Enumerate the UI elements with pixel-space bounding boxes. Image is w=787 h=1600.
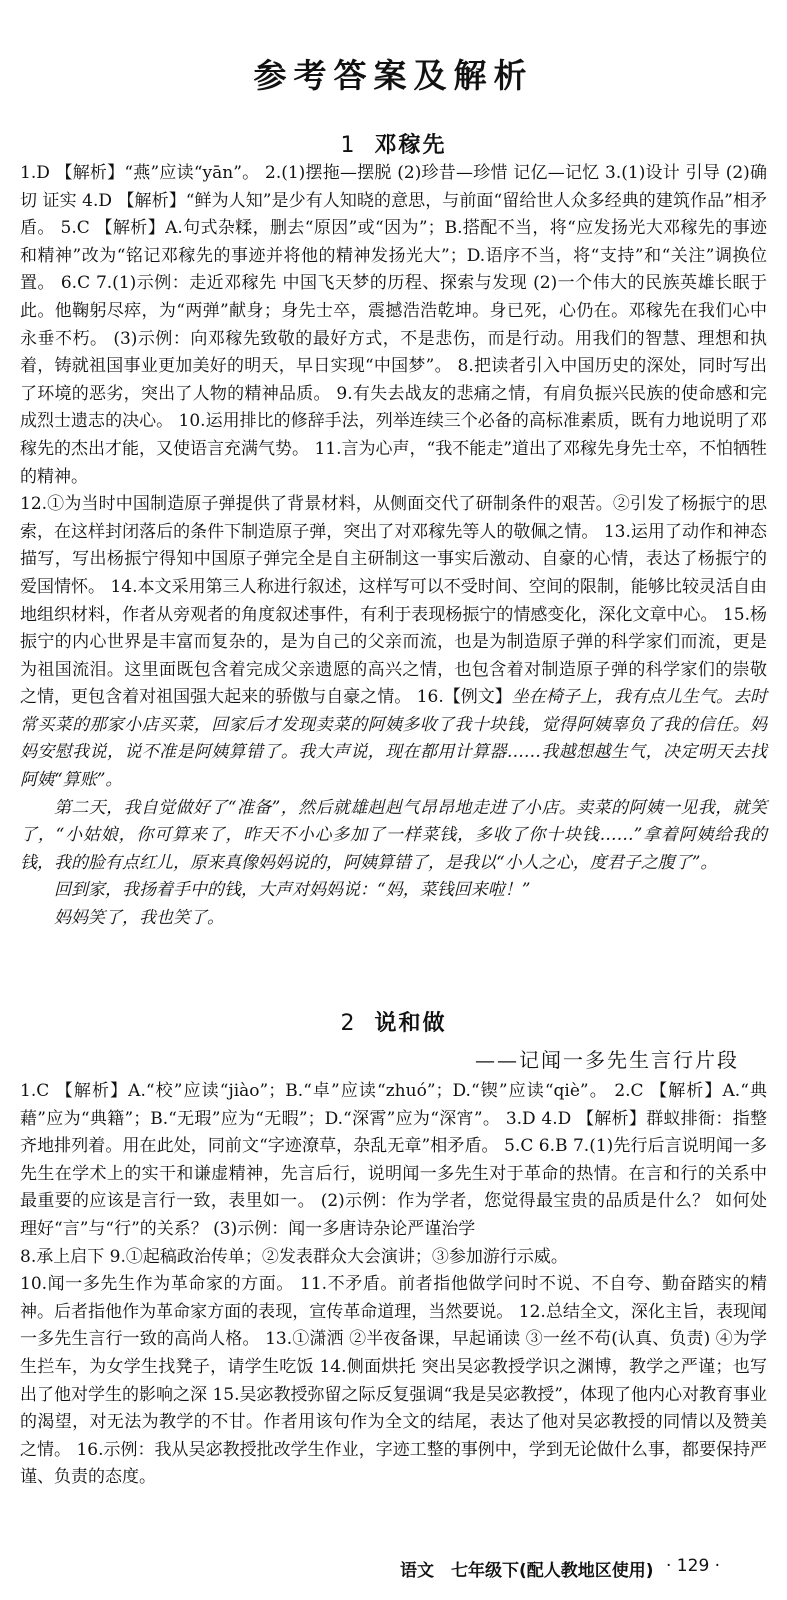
section-2-heading xyxy=(0,1006,787,1037)
section-1-heading xyxy=(0,128,787,159)
s1-sample-label: 16.【例文】 xyxy=(411,687,512,708)
s2-answers-1-7: 1.C 【解析】A.“校”应读“jiào”；B.“卓”应读“zhuó”；D.“锲”应读“qiè”。 2.C 【解析】A.“典藉”应为“典籍”；B.“无瑕”应为“无暇”；D.“深霄”应为“深宵”。 3.D 4.D 【解析】群蚁排衙：指整齐地排列着。用在此处，同前文“字迹潦草，杂乱无章”相矛盾。 5.C 6.B 7.(1)先行后言说明闻一多先生在学术上的实干和谦虚精神，先言后行，说明闻一多先生对于革命的热情。在言和行的关系中最重要的应该是言行一致，表里如一。 (2)示例：作为学者，您觉得最宝贵的品质是什么？ 如何处理好“言”与“行”的关系？ (3)示例：闻一多唐诗杂论严谨治学 xyxy=(20,1081,767,1239)
s2-answers-8-9: 8.承上启下 9.①起稿政治传单；②发表群众大会演讲；③参加游行示威。 xyxy=(20,1246,568,1267)
s1-answers-12-16 xyxy=(20,491,767,795)
s1-answers-1-11: 1.D 【解析】“燕”应读“yān”。 2.(1)摆拖—摆脱 (2)珍昔—珍惜 记亿—记忆 3.(1)设计 引导 (2)确切 证实 4.D 【解析】“鲜为人知”是少有人知晓的意思，与前面“留给世人众多经典的建筑作品”相矛盾。 5.C 【解析】A.句式杂糅，删去“原因”或“因为”；B.搭配不当，将“应发扬光大邓稼先的事迹和精神”改为“铭记邓稼先的事迹并将他的精神发扬光大”；D.语序不当，将“支持”和“关注”调换位置。 6.C 7.(1)示例：走近邓稼先 中国飞天梦的历程、探索与发现 (2)一个伟大的民族英雄长眠于此。他鞠躬尽瘁，为“两弹”献身；身先士卒，震撼浩浩乾坤。身已死，心仍在。邓稼先在我们心中永垂不朽。 (3)示例：向邓稼先致敬的最好方式，不是悲伤，而是行动。用我们的智慧、理想和执着，铸就祖国事业更加美好的明天，早日实现“中国梦”。 8.把读者引入中国历史的深处，同时写出了环境的恶劣，突出了人物的精神品质。 9.有失去战友的悲痛之情，有肩负振兴民族的使命感和完成烈士遗志的决心。 10.运用排比的修辞手法，列举连续三个必备的高标准素质，既有力地说明了邓稼先的杰出才能，又使语言充满气势。 11.言为心声，“我不能走”道出了邓稼先身先士卒，不怕牺牲的精神。 xyxy=(20,163,768,487)
s1-sample-essay-4: 妈妈笑了，我也笑了。 xyxy=(54,908,224,929)
page-number: · 129 · xyxy=(666,1556,721,1576)
page-title: 参考答案及解析 xyxy=(253,56,534,95)
section-2-answers xyxy=(20,1078,767,1492)
s1-sample-essay-2: 第二天，我自觉做好了“准备”，然后就雄赳赳气昂昂地走进了小店。卖菜的阿姨一见我，就笑了，“小姑娘，你可算来了，昨天不小心多加了一样菜钱，多收了你十块钱……”拿着阿姨给我的钱，我的脸有点红儿，原来真像妈妈说的，阿姨算错了，是我以“小人之心，度君子之腹了”。 xyxy=(20,797,767,873)
s1-sample-essay-3: 回到家，我扬着手中的钱，大声对妈妈说：“妈，菜钱回来啦！” xyxy=(54,880,531,901)
s1-answers-12-15: 12.①为当时中国制造原子弹提供了背景材料，从侧面交代了研制条件的艰苦。②引发了杨振宁的思索，在这样封闭落后的条件下制造原子弹，突出了对邓稼先等人的敬佩之情。 13.运用了动作和神态描写，写出杨振宁得知中国原子弹完全是自主研制这一事实后激动、自豪的心情，表达了杨振宁的爱国情怀。 14.本文采用第三人称进行叙述，这样写可以不受时间、空间的限制，能够比较灵活自由地组织材料，作者从旁观者的角度叙述事件，有利于表现杨振宁的情感变化，深化文章中心。 15.杨振宁的内心世界是丰富而复杂的，是为自己的父亲而流，也是为制造原子弹的科学家们而流，更是为祖国流泪。这里面既包含着完成父亲遗愿的高兴之情，也包含着对制造原子弹的科学家们的崇敬之情，更包含着对祖国强大起来的骄傲与自豪之情。 xyxy=(20,494,768,708)
section-2-subtitle: ——记闻一多先生言行片段 xyxy=(475,1048,739,1072)
section-2-title: 说和做 xyxy=(374,1010,447,1036)
section-1-title: 邓稼先 xyxy=(374,132,447,158)
footer-subject: 语文 七年级下(配人教地区使用) xyxy=(400,1561,654,1581)
section-1-number: 1 xyxy=(340,133,357,158)
section-1-answers xyxy=(20,160,767,933)
s1-sample-essay-1: 坐在椅子上，我有点儿生气。去时常买菜的那家小店买菜，回家后才发现卖菜的阿姨多收了我十块钱，觉得阿姨辜负了我的信任。妈妈安慰我说，说不准是阿姨算错了。我大声说，现在都用计算器……我越想越生气，决定明天去找阿姨“算账”。 xyxy=(20,687,767,791)
section-2-number: 2 xyxy=(340,1011,357,1036)
s2-answers-10-16: 10.闻一多先生作为革命家的方面。 11.不矛盾。前者指他做学问时不说、不自夸、勤奋踏实的精神。后者指他作为革命家方面的表现，宣传革命道理，当然要说。 12.总结全文，深化主旨，表现闻一多先生言行一致的高尚人格。 13.①潇洒 ②半夜备课，早起诵读 ③一丝不苟(认真、负责) ④为学生拦车，为女学生找凳子，请学生吃饭 14.侧面烘托 突出吴宓教授学识之渊博，教学之严谨；也写出了他对学生的影响之深 15.吴宓教授弥留之际反复强调“我是吴宓教授”，体现了他内心对教育事业的渴望，对无法为教学的不甘。作者用该句作为全文的结尾，表达了他对吴宓教授的同情以及赞美之情。 16.示例：我从吴宓教授批改学生作业，字迹工整的事例中，学到无论做什么事，都要保持严谨、负责的态度。 xyxy=(20,1274,768,1488)
